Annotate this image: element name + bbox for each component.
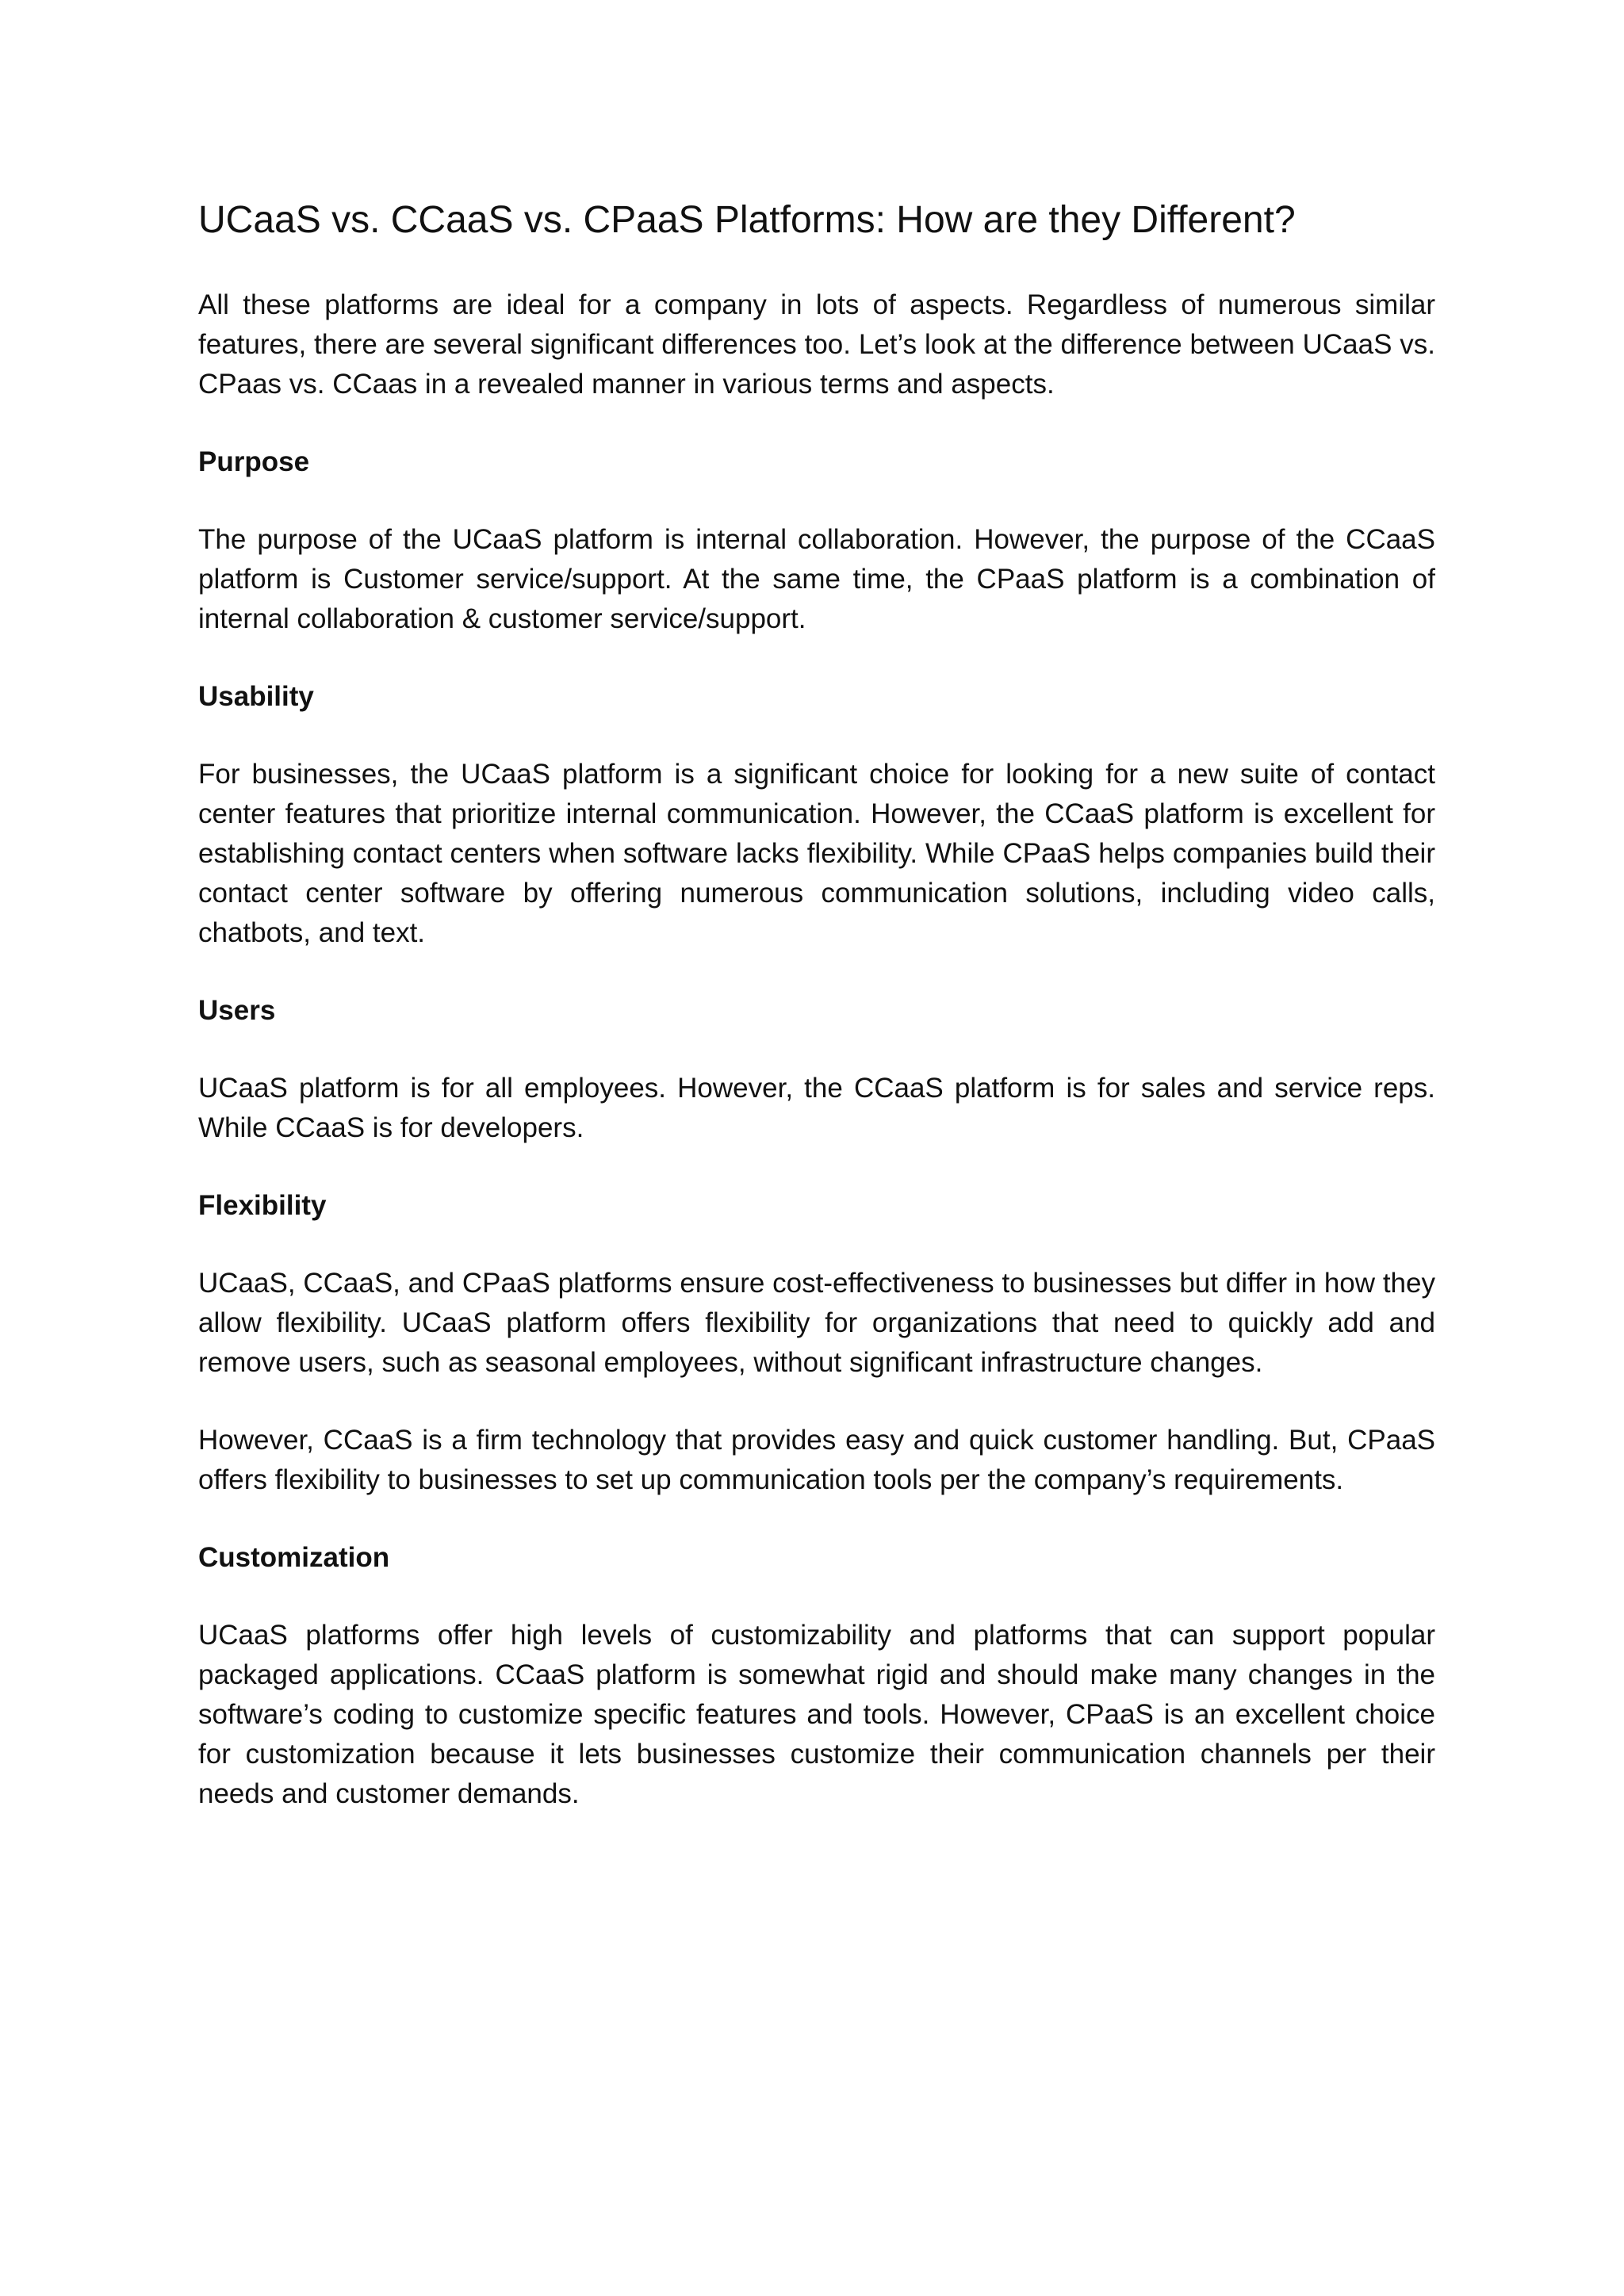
usability-paragraph: For businesses, the UCaaS platform is a significant choice for looking for a new suite of contact center features that prioritize internal communication. However, the CCaaS platform is excellent for establishing contact centers when software lacks flexibility. While CPaaS helps companies build their contact center software by offering numerous communication solutions, including video calls, chatbots, and text. <box>198 759 1435 948</box>
intro-paragraph: All these platforms are ideal for a company in lots of aspects. Regardless of numerous similar features, there are several significant differences too. Let’s look at the difference between UCaaS vs. CPaas vs. CCaas in a revealed manner in various terms and aspects. <box>198 289 1435 400</box>
document-content <box>198 197 1435 1852</box>
section-heading-users: Users <box>198 995 276 1026</box>
section-heading-purpose: Purpose <box>198 446 310 477</box>
document-title: UCaaS vs. CCaaS vs. CPaaS Platforms: How are they Different? <box>198 199 1296 241</box>
flexibility-paragraph-1: UCaaS, CCaaS, and CPaaS platforms ensure cost-effectiveness to businesses but differ in how they allow flexibility. UCaaS platform offers flexibility for organizations that need to quickly add and remove users, such as seasonal employees, without significant infrastructure changes. <box>198 1268 1435 1378</box>
section-heading-usability: Usability <box>198 681 314 712</box>
section-heading-customization: Customization <box>198 1542 390 1573</box>
section-heading-flexibility: Flexibility <box>198 1190 327 1221</box>
flexibility-paragraph-2: However, CCaaS is a firm technology that provides easy and quick customer handling. But, CPaaS offers flexibility to businesses to set up communication tools per the company’s requirements. <box>198 1425 1435 1495</box>
customization-paragraph: UCaaS platforms offer high levels of customizability and platforms that can support popular packaged applications. CCaaS platform is somewhat rigid and should make many changes in the software’s coding to customize specific features and tools. However, CPaaS is an excellent choice for customization because it lets businesses customize their communication channels per their needs and customer demands. <box>198 1620 1435 1809</box>
users-paragraph: UCaaS platform is for all employees. However, the CCaaS platform is for sales and service reps. While CCaaS is for developers. <box>198 1073 1435 1143</box>
purpose-paragraph: The purpose of the UCaaS platform is internal collaboration. However, the purpose of the CCaaS platform is Customer service/support. At the same time, the CPaaS platform is a combination of internal collaboration & customer service/support. <box>198 524 1435 634</box>
